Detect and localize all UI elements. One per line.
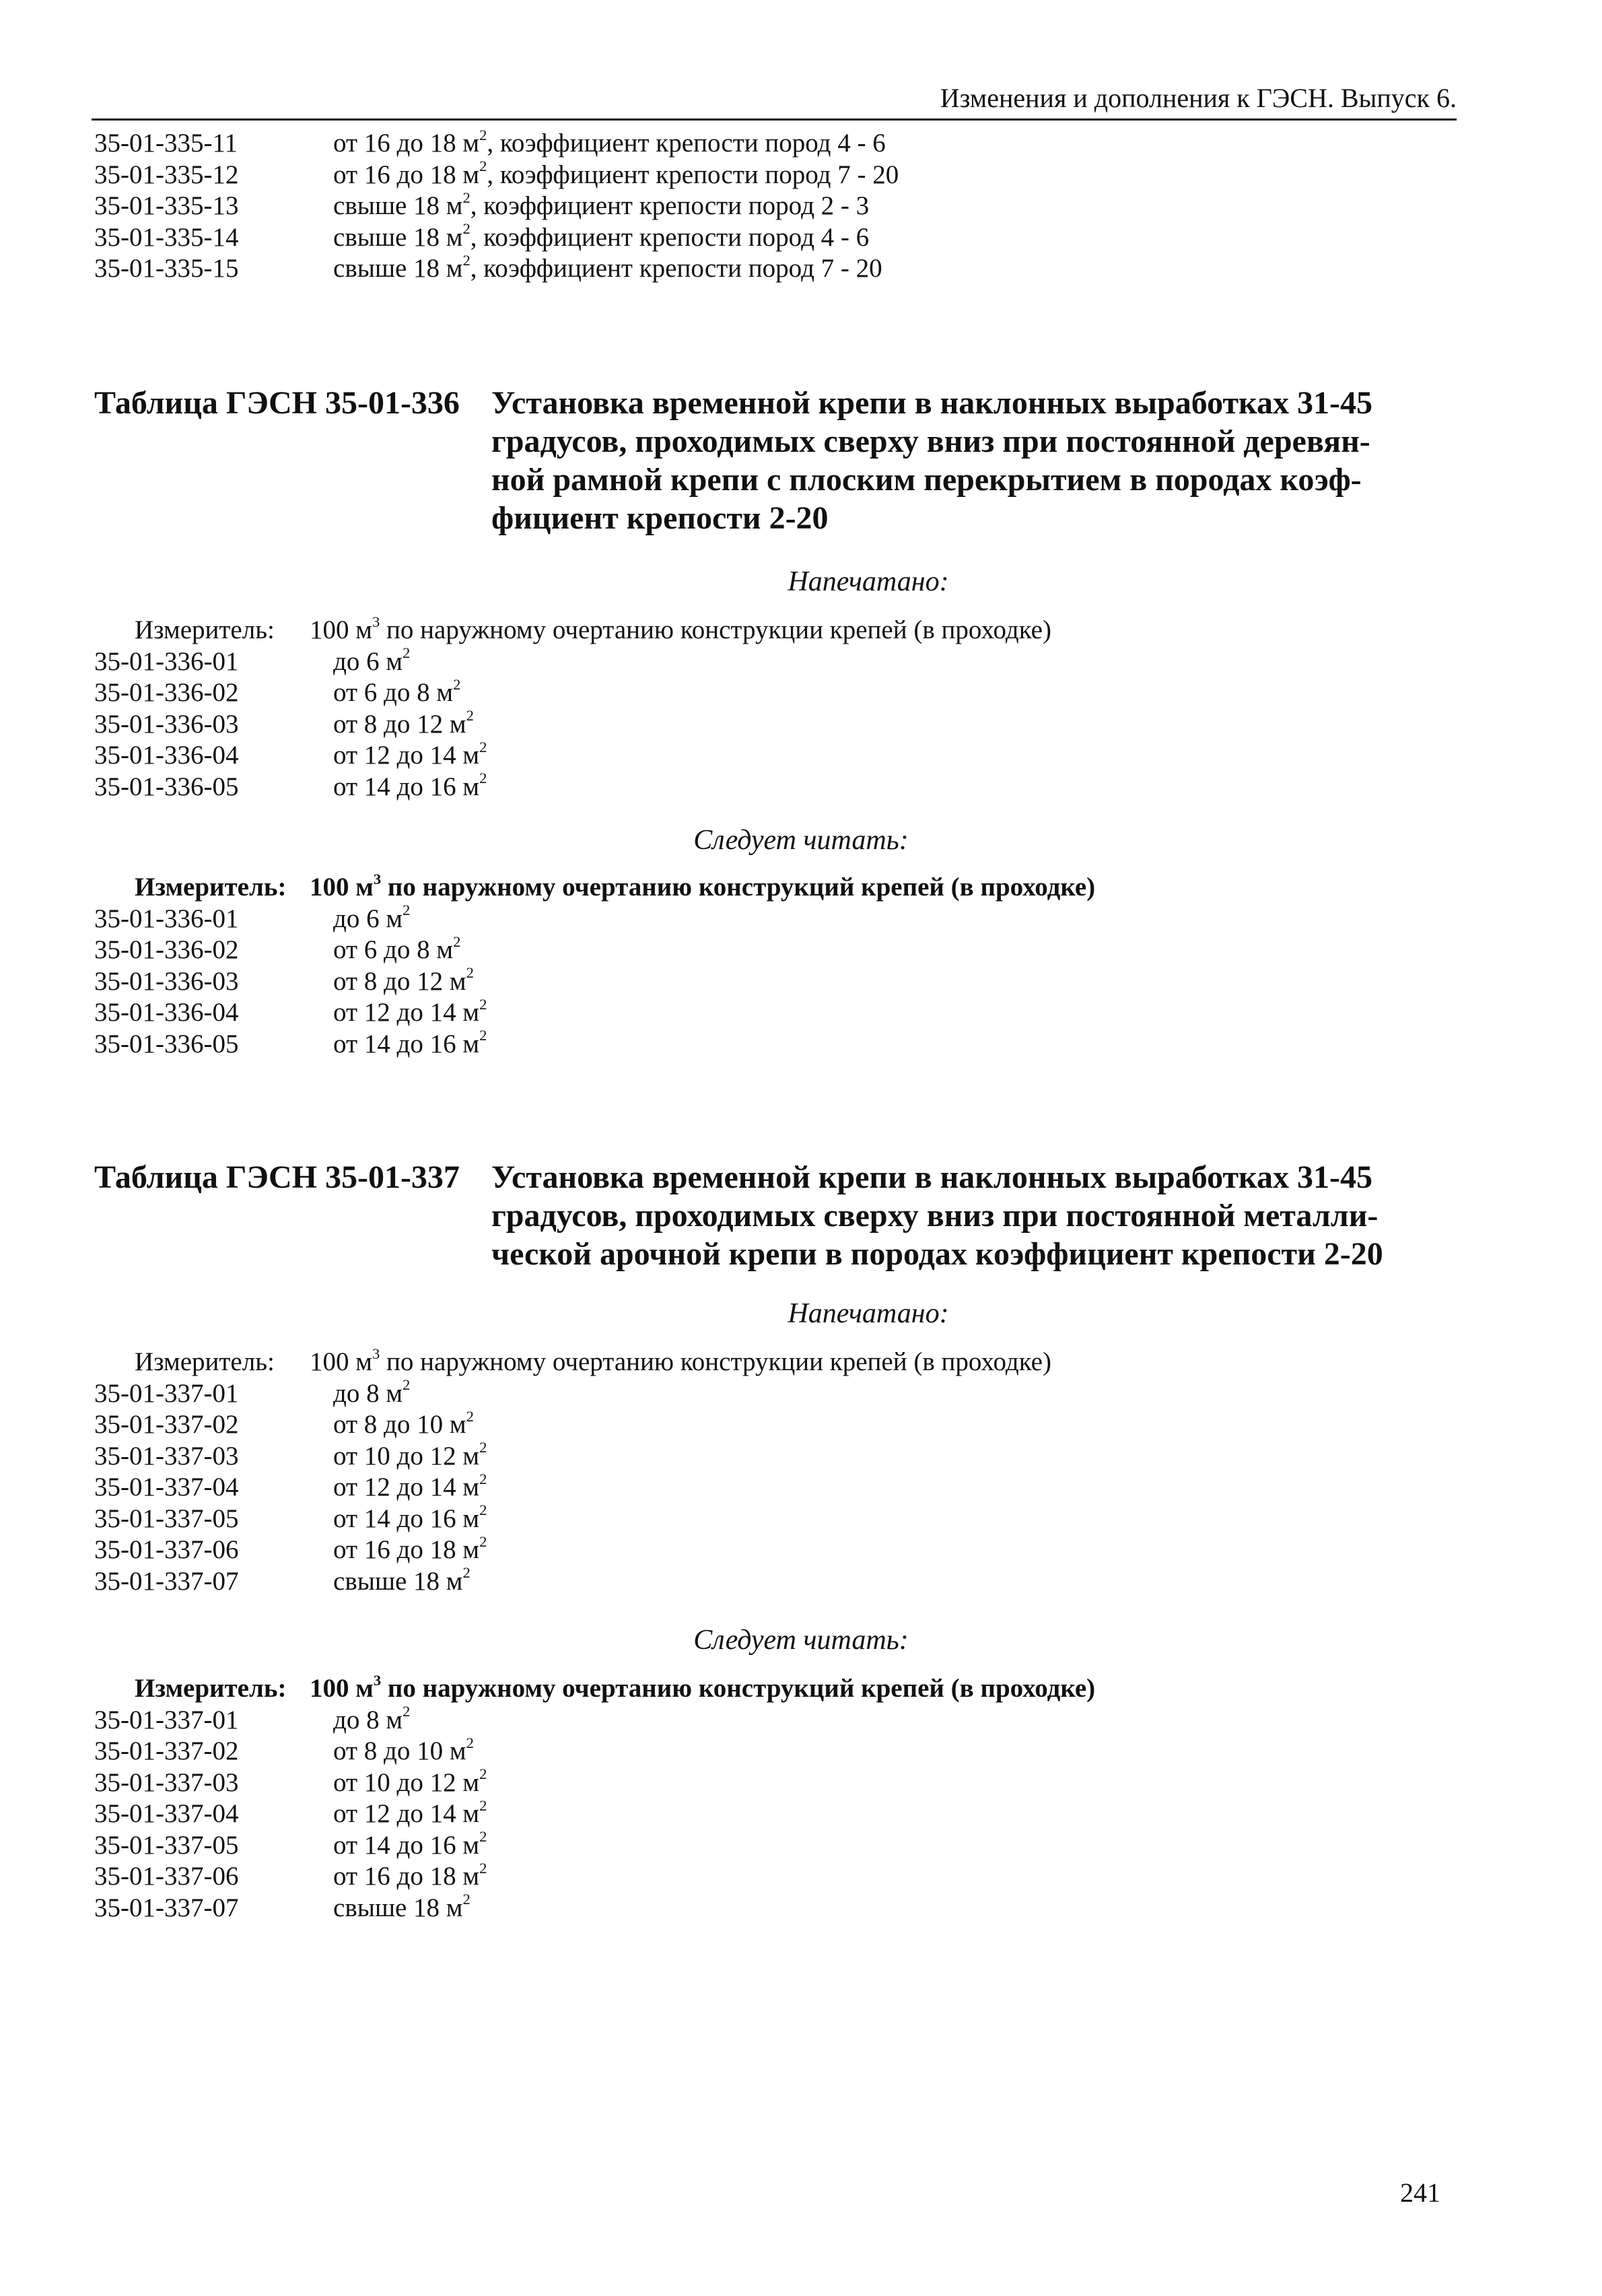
corrected-caption: Следует читать: xyxy=(693,1625,909,1656)
table-336-heading: Установка временной крепи в наклонных выработках 31-45 градусов, проходимых сверху вниз при постоянной деревян- ной рамной крепи с плоским перекрытием в породах коэф- фициент крепости 2-20 xyxy=(491,385,1372,536)
running-header: Изменения и дополнения к ГЭСН. Выпуск 6. xyxy=(92,81,1457,121)
page-number: 241 xyxy=(1400,2177,1440,2208)
corrected-caption: Следует читать: xyxy=(693,825,909,856)
printed-caption: Напечатано: xyxy=(788,566,949,597)
table-336-label: Таблица ГЭСН 35-01-336 xyxy=(94,385,460,421)
table-337-heading: Установка временной крепи в наклонных выработках 31-45 градусов, проходимых сверху вниз при постоянной металли- ческой арочной крепи в породах коэффициент крепости 2-20 xyxy=(491,1159,1383,1272)
document-page: Изменения и дополнения к ГЭСН. Выпуск 6. 35-01-335-11 от 16 до 18 $м^2$, коэффициент крепости пород 4 - 6 35-01-335-12 от 16 до 18 $м^2$, коэффициент крепости пород 7 - 20 35-01-335-13 свыше 18 $м^2$, коэффициент крепости пород 2 - 3 35-01-335-14 свыше 18 $м^2$, коэффициент крепости пород 4 - 6 35-01-335-15 свыше 18 $м^2$, коэффициент крепости пород 7 - 20 Таблица ГЭСН 35-01-336 Установка временной крепи в наклонных выработках 31-45 градусов, проходимых сверху вниз при постоянной деревян- ной рамной крепи с плоским перекрытием в породах коэф- фициент крепости 2-20 Напечатано: Измеритель: 100 $м^3$ по наружному очертанию конструкции крепей (в проходке) 35-01-336-01 до 6 $м^2$ 35-01-336-02 от 6 до 8 $м^2$ 35-01-336-03 от 8 до 12 $м^2$ 35-01-336-04 от 12 до 14 $м^2$ 35-01-336-05 от 14 до 16 $м^2$ Следует читать: Измеритель: 100 $м^3$ по наружному очертанию конструкций крепей (в проходке) 35-01-336-01 до 6 $м^2$ 35-01-336-02 от 6 до 8 $м^2$ 35-01-336-03 от 8 до 12 $м^2$ 35-01-336-04 от 12 до 14 $м^2$ 35-01-336-05 от 14 до 16 $м^2$ Таблица ГЭСН 35-01-337 Установка временной крепи в наклонных выработках 31-45 градусов, проходимых сверху вниз при постоянной металли- ческой арочной крепи в породах коэффициент крепости 2-20 Напечатано: Измеритель: 100 $м^3$ по наружному очертанию конструкции крепей (в проходке) 35-01-337-01 до 8 $м^2$ 35-01-337-02 от 8 до 10 $м^2$ 35-01-337-03 от 10 до 12 $м^2$ 35-01-337-04 от 12 до 14 $м^2$ 35-01-337-05 от 14 до 16 $м^2$ 35-01-337-06 от 16 до 18 $м^2$ 35-01-337-07 свыше 18 $м^2$ Следует читать: Измеритель: 100 $м^3$ по наружному очертанию конструкций крепей (в проходке) 35-01-337-01 до 8 $м^2$ 35-01-337-02 от 8 до 10 $м^2$ 35-01-337-03 от 10 до 12 $м^2$ 35-01-337-04 от 12 до 14 $м^2$ 35-01-337-05 от 14 до 16 $м^2$ 35-01-337-06 от 16 до 18 $м^2$ 35-01-337-07 свыше 18 $м^2$ 241 xyxy=(0,0,1602,2296)
table-337-label: Таблица ГЭСН 35-01-337 xyxy=(94,1159,460,1195)
printed-caption: Напечатано: xyxy=(788,1298,949,1329)
